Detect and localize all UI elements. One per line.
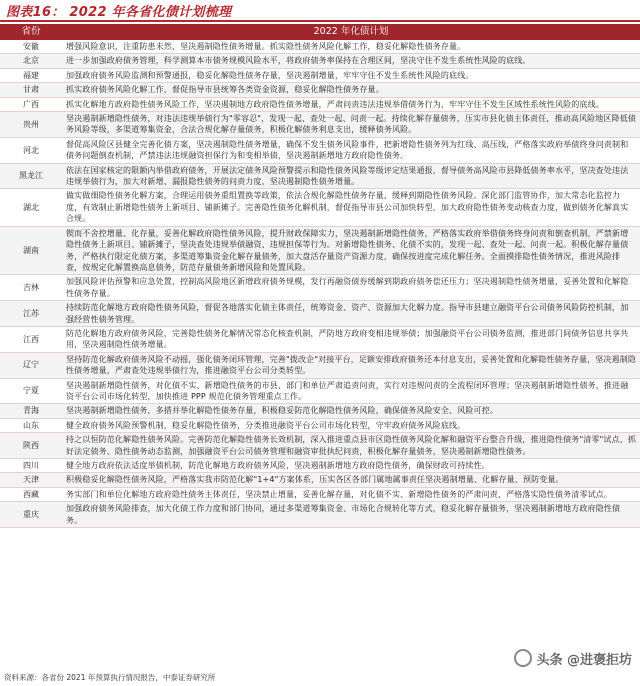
table-row xyxy=(0,68,640,82)
table-row xyxy=(0,275,640,301)
figure-title-bar xyxy=(0,0,640,22)
row-region: 贵州 xyxy=(0,112,62,138)
row-plan: 加强政府债务风险排查，加大化债工作力度和部门协同，通过多渠道筹集资金、市场化合规转化等方式，稳妥化解存量债务，坚决遏制新增地方政府隐性债务。 xyxy=(62,502,640,528)
row-plan: 加强风险评估预警和应急处置，控制高风险地区新增政府债务规模，发行再融资债券缓解到期政府债务偿还压力；坚决遏制隐性债务增量，妥善处置和化解隐性债务存量。 xyxy=(62,275,640,301)
row-region: 福建 xyxy=(0,68,62,82)
row-plan: 务实部门和单位化解地方政府隐性债务主体责任，坚决禁止增量，妥善化解存量，对化债不实、新增隐性债务的严肃问责，严格落实隐性债务清零试点。 xyxy=(62,487,640,501)
row-region: 甘肃 xyxy=(0,83,62,97)
row-plan: 做实做细隐性债务化解方案，合理运用债务重组置换等政策，依法合规化解隐性债务存量，缓释到期隐性债务风险。深化部门监管协作，加大常态化监控力度，有效制止新增隐性债务上新项目、铺新摊子。完善隐性债务化解机制，督促指导市县公司加快转型，加大政府隐性债务变动核查力度，做到债务化解真实合规。 xyxy=(62,189,640,226)
row-plan: 抓实政府债务风险化解工作，督促指导市县统筹各类资金资源，稳妥化解隐性债务存量。 xyxy=(62,83,640,97)
table-row xyxy=(0,352,640,378)
row-plan: 持之以恒防范化解隐性债务风险。完善防范化解隐性债务长效机制，深入推进重点县市区隐性债务风险化解和融资平台整合升级，推进隐性债务"清零"试点，抓好法定债务、隐性债务动态监测，加强融资平台公司债务管理和融资审批执纪问责，积极化解存量债务，坚决遏制新增隐性债务。 xyxy=(62,433,640,459)
table-row xyxy=(0,433,640,459)
row-region: 宁夏 xyxy=(0,378,62,404)
row-region: 广西 xyxy=(0,97,62,111)
header-plan: 2022 年化债计划 xyxy=(62,24,640,40)
row-region: 西藏 xyxy=(0,487,62,501)
table-row xyxy=(0,163,640,189)
row-region: 黑龙江 xyxy=(0,163,62,189)
table-row xyxy=(0,226,640,275)
table-row xyxy=(0,54,640,68)
row-region: 安徽 xyxy=(0,40,62,54)
row-plan: 抓实化解地方政府隐性债务风险工作，坚决遏制地方政府隐性债务增量，严肃问责违法违规举借债务行为，牢牢守住不发生区域性系统性风险的底线。 xyxy=(62,97,640,111)
row-region: 北京 xyxy=(0,54,62,68)
table-row xyxy=(0,487,640,501)
row-plan: 坚决遏制新增隐性债务，对化债不实、新增隐性债务的市县、部门和单位严肃追责问责，实行对违规问责的全流程闭环管理；坚决遏制新增隐性债务，推进融资平台公司市场化转型，加快推进 PPP 规范化债务管理重点工作。 xyxy=(62,378,640,404)
row-region: 湖北 xyxy=(0,189,62,226)
row-region: 河北 xyxy=(0,137,62,163)
row-region: 青海 xyxy=(0,404,62,418)
row-region: 湖南 xyxy=(0,226,62,275)
table-row xyxy=(0,301,640,327)
header-region: 省份 xyxy=(0,24,62,40)
row-plan: 坚决遏制新增隐性债务，对违法违规举债行为"零容忍"，发现一起、查处一起、问责一起。持续化解存量债务，压实市县化债主体责任，推动高风险地区降低债务风险等级，多渠道筹集资金，合法合规化解存量债务，积极化解债务利息支出，缓释债务风险。 xyxy=(62,112,640,138)
table-header-row xyxy=(0,24,640,40)
row-region: 辽宁 xyxy=(0,352,62,378)
row-plan: 增强风险意识，注重防患未然，坚决遏制隐性债务增量。抓实隐性债务风险化解工作，稳妥化解隐性债务存量。 xyxy=(62,40,640,54)
table-row xyxy=(0,97,640,111)
table-row xyxy=(0,404,640,418)
row-region: 天津 xyxy=(0,473,62,487)
row-region: 陕西 xyxy=(0,433,62,459)
table-row xyxy=(0,418,640,432)
debt-plan-table xyxy=(0,24,640,528)
row-plan: 积极稳妥化解隐性债务风险，严格落实我市防范化解"1+4"方案体系，压实各区各部门属地属事责任坚决遏制增量、化解存量、预防变量。 xyxy=(62,473,640,487)
row-plan: 进一步加强政府债务管理，科学测算本市债务规模风险水平，将政府债务率保持在合理区间，坚决守住不发生系统性风险的底线。 xyxy=(62,54,640,68)
table-row xyxy=(0,112,640,138)
row-plan: 加强政府债务风险监测和预警通报，稳妥化解隐性债务存量，坚决遏制增量，牢牢守住不发生系统性风险的底线。 xyxy=(62,68,640,82)
row-plan: 持续防范化解地方政府隐性债务风险，督促各地落实化债主体责任，统筹资金、资产、资源加大化解力度。指导市县建立融资平台公司债务风险防控机制，加强经营性债务管理。 xyxy=(62,301,640,327)
watermark xyxy=(514,646,632,670)
table-row xyxy=(0,189,640,226)
row-region: 山东 xyxy=(0,418,62,432)
row-plan: 健全政府债务风险预警机制，稳妥化解隐性债务，分类推进融资平台公司市场化转型，守牢政府债务风险底线。 xyxy=(62,418,640,432)
row-plan: 坚决遏制新增隐性债务，多措并举化解隐性债务存量，积极稳妥防范化解隐性债务风险，确保债务风险安全、风险可控。 xyxy=(62,404,640,418)
table-row xyxy=(0,502,640,528)
table-row xyxy=(0,378,640,404)
watermark-logo-icon xyxy=(514,649,532,667)
row-region: 重庆 xyxy=(0,502,62,528)
row-region: 江西 xyxy=(0,326,62,352)
row-plan: 坚持防范化解政府债务风险不动摇，强化债务闭环管理，完善"拨改企"对接平台，足额安排政府债务还本付息支出，妥善处置和化解隐性债务存量，坚决遏制隐性债务增量，严肃查处违规举债行为，推进融资平台公司分类转型。 xyxy=(62,352,640,378)
row-plan: 依法在国家核定的限额内举借政府债务，开展法定债务风险预警提示和隐性债务风险等级评定结果通报，督导债务高风险市县降低债务率水平，坚决查处违法违规举债行为，加大对新增、漏报隐性债务的问责力度，坚决遏制隐性债务增量。 xyxy=(62,163,640,189)
table-row xyxy=(0,83,640,97)
row-plan: 督促高风险区县健全完善化债方案，坚决遏制隐性债务增量，确保不发生债务风险事件，把新增隐性债务列为红线、高压线，严格落实政府举债终身问责制和债务问题倒查机制，严禁违法违规融资担保行为和变相举债，坚决遏制新增地方政府隐性债务。 xyxy=(62,137,640,163)
table-row xyxy=(0,473,640,487)
row-plan: 防范化解地方政府债务风险，完善隐性债务化解情况常态化核查机制，严防地方政府变相违规举债；加强融资平台公司债务监测，推进部门间债务信息共享共用，坚决遏制隐性债务增量。 xyxy=(62,326,640,352)
source-note: 资料来源：各省份 2021 年预算执行情况报告，中泰证券研究所 xyxy=(4,673,216,682)
table-body xyxy=(0,40,640,528)
table-row xyxy=(0,326,640,352)
figure-title: 图表16： 2022 年各省化债计划梳理 xyxy=(6,4,232,20)
row-region: 吉林 xyxy=(0,275,62,301)
table-row xyxy=(0,459,640,473)
row-plan: 健全地方政府依法适度举债机制，防范化解地方政府债务风险，坚决遏制新增地方政府隐性债务，确保财政可持续性。 xyxy=(62,459,640,473)
row-plan: 锲而不舍控增量、化存量，妥善化解政府隐性债务风险，提升财政保障实力，坚决遏制新增隐性债务，严格落实政府举借债务终身问责和倒查机制，严禁新增隐性债务上新项目、铺新摊子，坚决查处违规举债融资、违规担保等行为。对新增隐性债务、化债不实的，发现一起、查处一起、问责一起。积极化解存量债务，严格执行限定化债方案，多渠道筹集资金化解存量债务，加大盘活存量资产资源力度，确保按进度完成化解任务。全面摸排隐性债务情况，推进风险排查，按规定化解置换高息债务，防范存量债务新增风险和处置风险。 xyxy=(62,226,640,275)
table-row xyxy=(0,40,640,54)
row-region: 江苏 xyxy=(0,301,62,327)
watermark-text: 头条 @进褒拒坊 xyxy=(536,652,632,668)
table-row xyxy=(0,137,640,163)
row-region: 四川 xyxy=(0,459,62,473)
